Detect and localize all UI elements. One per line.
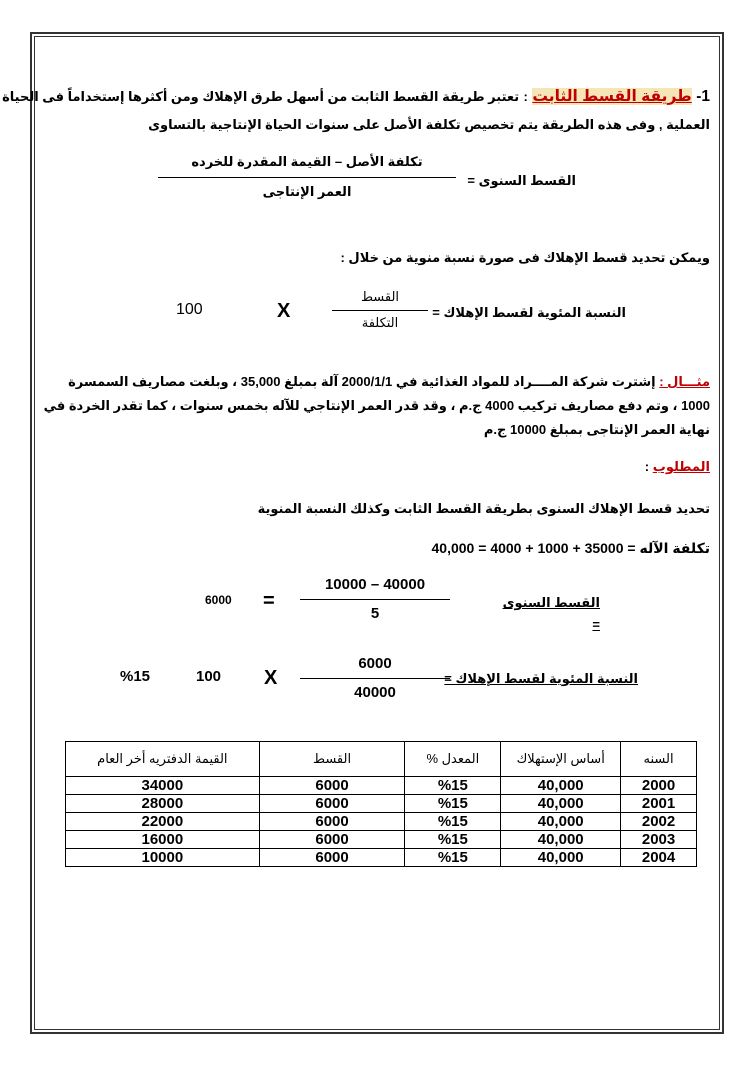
header-basis: أساس الإستهلاك — [501, 742, 621, 777]
times-sign: X — [264, 667, 278, 689]
cell-book-value: 34000 — [66, 777, 260, 795]
section-separator: : — [523, 89, 528, 104]
equals-sign: = — [263, 590, 275, 612]
cell-basis: 40,000 — [501, 849, 621, 867]
fraction-line — [300, 678, 450, 679]
section-heading — [2, 86, 710, 108]
cell-year: 2000 — [621, 777, 697, 795]
hundred-value: 100 — [176, 301, 203, 318]
fraction-line — [158, 177, 456, 178]
cell-book-value: 28000 — [66, 795, 260, 813]
fraction-line — [300, 599, 450, 600]
calc-percent-numerator: 6000 — [358, 655, 392, 672]
table-row — [66, 777, 697, 795]
cell-installment: 6000 — [259, 813, 405, 831]
table-header-row — [66, 742, 697, 777]
cell-installment: 6000 — [259, 795, 405, 813]
cell-book-value: 16000 — [66, 831, 260, 849]
table-row — [66, 831, 697, 849]
section-intro-2: العملية , وفى هذه الطريقة يتم تخصيص تكلفة الأصل على سنوات الحياة الإنتاجية بالتساوى — [148, 117, 710, 132]
cell-rate: %15 — [405, 831, 501, 849]
calc-annual-result: 6000 — [205, 593, 232, 607]
cell-basis: 40,000 — [501, 777, 621, 795]
depreciation-table — [65, 741, 697, 867]
cell-year: 2001 — [621, 795, 697, 813]
section-number: 1- — [696, 88, 710, 105]
calc-percent-result: %15 — [120, 668, 151, 685]
table-row — [66, 849, 697, 867]
percent-intro: ويمكن تحديد قسط الإهلاك فى صورة نسبة منوية من خلال : — [340, 250, 710, 265]
table-row — [66, 795, 697, 813]
example-label: مثـــال : — [659, 374, 710, 389]
hundred-value: 100 — [196, 668, 222, 685]
cell-year: 2002 — [621, 813, 697, 831]
example-line-3: نهاية العمر الإنتاجى بمبلغ 10000 ج.م — [483, 422, 710, 437]
cell-installment: 6000 — [259, 777, 405, 795]
required-label: المطلوب — [652, 459, 710, 474]
header-rate: المعدل % — [405, 742, 501, 777]
calc-annual-numerator: 10000 – 40000 — [324, 576, 426, 593]
calc-annual-label: القسط السنوى = — [502, 595, 600, 632]
formula-annual-label: القسط السنوى = — [467, 173, 576, 188]
cell-rate: %15 — [405, 795, 501, 813]
cell-rate: %15 — [405, 777, 501, 795]
cell-year: 2004 — [621, 849, 697, 867]
calc-percent-label: النسبة المئوية لقسط الإهلاك = — [444, 671, 638, 686]
fraction-line — [332, 310, 428, 311]
formula-percent-label: النسبة المئوية لقسط الإهلاك = — [432, 305, 626, 320]
cell-installment: 6000 — [259, 831, 405, 849]
example-line-1: مثـــال : إشترت شركة المــــراد للمواد الغذائية في 2000/1/1 آلة بمبلغ 35,000 ، وبلغت مصاريف السمسرة — [68, 374, 710, 389]
formula-percent-denominator: التكلفة — [361, 315, 399, 330]
formula-percent-numerator: القسط — [360, 289, 400, 304]
section-intro-1: تعتبر طريقة القسط الثابت من أسهل طرق الإهلاك ومن أكثرها إستخداماً فى الحياة — [2, 89, 520, 104]
calc-annual-denominator: 5 — [370, 605, 380, 622]
section-title: طريقة القسط الثابت — [532, 88, 692, 105]
formula-annual-numerator: تكلفة الأصل – القيمة المقدرة للخرده — [191, 154, 423, 169]
times-sign: X — [277, 300, 291, 322]
cell-basis: 40,000 — [501, 831, 621, 849]
cell-basis: 40,000 — [501, 795, 621, 813]
cost-line: تكلفة الآله = 35000 + 1000 + 4000 = 40,000 — [431, 540, 710, 556]
header-year: السنه — [621, 742, 697, 777]
cell-book-value: 10000 — [66, 849, 260, 867]
cell-year: 2003 — [621, 831, 697, 849]
calc-percent-denominator: 40000 — [354, 684, 396, 701]
table-row — [66, 813, 697, 831]
example-line-2: 1000 ، وتم دفع مصاريف تركيب 4000 ج.م ، وقد قدر العمر الإنتاجي للآله بخمس سنوات ، كما تقدر الخردة في — [43, 398, 710, 413]
cell-rate: %15 — [405, 849, 501, 867]
header-book-value: القيمة الدفتريه أخر العام — [66, 742, 260, 777]
required-text: تحديد قسط الإهلاك السنوى بطريقة القسط الثابت وكذلك النسبة المنوية — [257, 501, 710, 516]
required-heading: المطلوب : — [644, 459, 710, 474]
cell-basis: 40,000 — [501, 813, 621, 831]
cell-book-value: 22000 — [66, 813, 260, 831]
cell-installment: 6000 — [259, 849, 405, 867]
cell-rate: %15 — [405, 813, 501, 831]
header-installment: القسط — [259, 742, 405, 777]
formula-annual-denominator: العمر الإنتاجى — [262, 184, 352, 199]
